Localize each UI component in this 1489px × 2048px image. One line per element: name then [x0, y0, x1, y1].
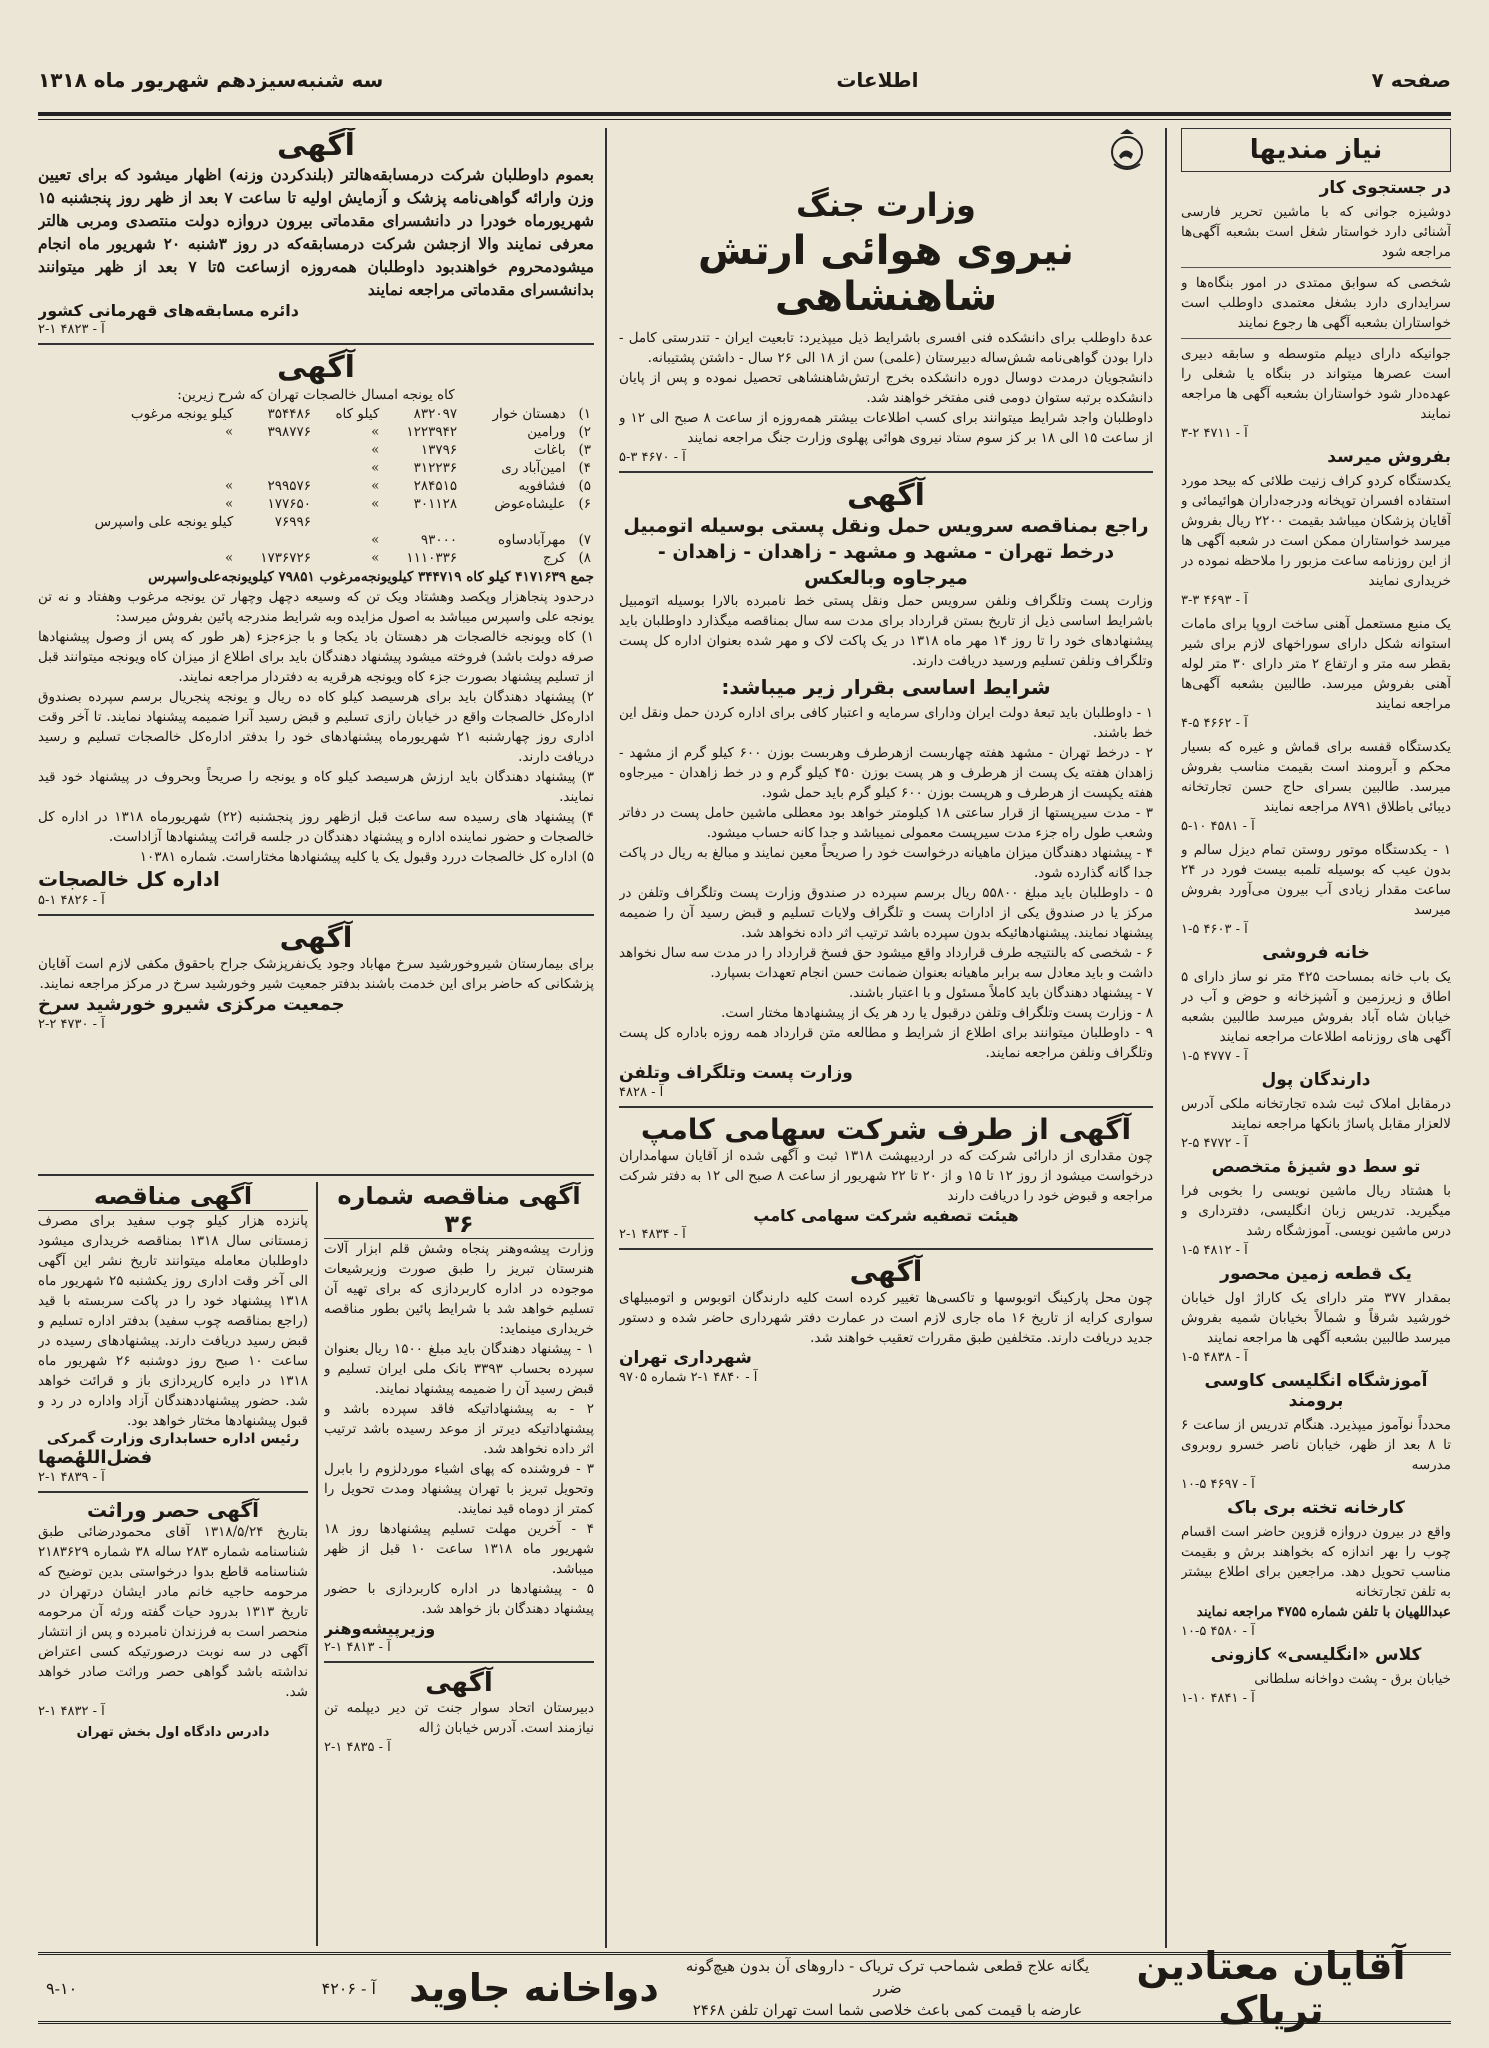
footer-banner	[38, 1944, 1451, 2032]
crop-table-cell	[38, 459, 236, 477]
tender-title: آگهی مناقصه	[38, 1182, 308, 1211]
ad-paragraph: وزارت پست وتلگراف ونلفن سرویس حمل ونقل پستی خط نامبرده بالارا بوسیله اتومبیل باشرایط اساسی ذیل از تاریخ بستن قرارداد برای مدت سه سال بمناقصه میگذارد داوطلبان باید پیشنهادهای خود را تا روز ۱۴ مهر ماه ۱۳۱۸ در یک پاکت لاک و مهر شده بعنوان اداره کل پست وتلگراف ونلفن تسلیم ورسید دریافت دارند.	[619, 593, 1153, 669]
crop-table-cell: ۲۸۴۵۱۵	[413, 478, 458, 494]
crop-table-cell: کیلو یونجه علی واسپرس	[94, 514, 234, 530]
crop-table-cell	[236, 531, 314, 549]
crop-table-cell: ۳)	[578, 442, 591, 458]
inheritance-notice-title: آگهی حصر وراثت	[87, 1498, 259, 1522]
ad-reference: آ - ۴۷۱۱ ۲-۳	[1181, 426, 1248, 441]
crop-table-cell: ۱۳۷۹۶	[420, 442, 458, 458]
classified-text: ۱ - یکدستگاه موتور روستن تمام دیزل سالم و بدون عیب که بوسیله تلمبه بیست فورد در ۲۴ ساعت مقدار زیادی آب بیرون می‌آورد بفروش میرسد	[1181, 842, 1451, 918]
crop-table-row	[38, 441, 594, 459]
left-upper-block	[38, 128, 594, 1168]
ad-reference: آ - ۴۶۷۰ ۳-۵	[619, 450, 686, 465]
ad-reference: آ - ۴۸۱۳ ۱-۲	[324, 1640, 391, 1655]
signature: دادرس دادگاه اول بخش تهران	[76, 1725, 270, 1740]
ad-paragraph: ۲) پیشنهاد دهندگان باید برای هرسیصد کیلو کاه ده ریال و یونجه پنجریال برسم سپرده بصندوق اداره‌کل خالصجات واقع در خیابان رازی تسلیم و قبض رسید آنرا ضمیمه پیشنهاد نمایند. تا آخر وقت اداری روز چهارشنبه ۲۱ شهریورماه پیشنهادهای خود را بدفتر اداره‌کل خالصجات تسلیم و رسید دریافت دارند.	[38, 689, 594, 765]
crop-table-row	[38, 531, 594, 549]
crop-table-cell: ۷۶۹۹۶	[274, 514, 312, 530]
crop-table-cell	[236, 441, 314, 459]
classified-text: یکدستگاه قفسه برای قماش و غیره که بسیار محکم و آبرومند است بقیمت مناسب بفروش میرسد. طالبین بسرای حاج حسن تجارتخانه دیبائی باطلاق ۸۷۹۱ مراجعه نمایند	[1181, 739, 1451, 815]
ad-paragraph: وزارت پیشه‌وهنر پنجاه وشش قلم ابزار آلات هنرستان تبریز را طبق صورت وزیرشیعات موجوده در اداره کاربردازی که برای تهیه آن تسلیم خواهد شد با شرایط پائین بطور مناقصه خریداری مینماید:	[324, 1241, 594, 1337]
classified-text: دوشیزه جوانی که با ماشین تحریر فارسی آشنائی دارد خواستار شغل است بشعبه آگهی‌ها مراجعه شود	[1181, 204, 1451, 260]
crop-table-cell: علیشاه‌عوض	[494, 496, 566, 512]
classifieds-column	[1181, 128, 1451, 1948]
ad-reference: آ - ۴۶۶۲ ۵-۴	[1181, 716, 1248, 731]
separator	[1181, 338, 1451, 339]
pharmacy-name: دواخانه جاوید	[409, 1966, 659, 2010]
ad-paragraph: ۴ - آخرین مهلت تسلیم پیشنهادها روز ۱۸ شهریور ماه ۱۳۱۸ ساعت ۱۰ قبل از ظهر میباشد.	[324, 1521, 594, 1577]
crop-table-cell: ۹۳۰۰۰	[420, 532, 458, 548]
ad-reference: آ - ۴۶۰۳ ۵-۱	[1181, 922, 1248, 937]
crop-table-cell: »	[371, 460, 380, 476]
classified-text: یکدستگاه کردو کراف زنیت طلائی که بیحد مورد استفاده افسران توپخانه ودرجه‌داران هوائیمائی و آقایان پزشکان میباشد بقیمت ۲۲۰۰ ریال بفروش میرسد خواستاران ممکن است در شعبه آگهی ها از این روزنامه ساعت مزبور را ملاحظه نموده در خریداری نمایند	[1181, 473, 1451, 589]
lease-intro: کاه یونجه امسال خالصجات تهران که شرح زیرین:	[177, 387, 455, 403]
ad-reference: آ - ۴۸۱۲ ۵-۱	[1181, 1243, 1248, 1258]
ad-paragraph: ۶ - شخصی که بالنتیجه طرف قرارداد واقع میشود حق فسخ قرارداد را در مدت سه سال نخواهد داشت و باید معادل سه برابر ماهیانه بعنوان ضمانت حسن انجام تعهدات بسپارد.	[619, 945, 1153, 981]
notice-title: آگهی	[279, 921, 353, 954]
crop-table-cell	[314, 513, 382, 531]
crop-table-cell: ۱۷۳۶۷۲۶	[260, 550, 312, 566]
ad-reference: آ - ۴۸۳۹ ۱-۲	[38, 1470, 105, 1485]
classified-text: شخصی که سوابق ممتدی در امور بنگاه‌ها و سرایداری دارد بشغل معتمدی داوطلب است خواستاران بشعبه آگهی ها رجوع نمایند	[1181, 275, 1451, 331]
ad-reference: آ - ۴۷۷۲ ۵-۲	[1181, 1136, 1248, 1151]
crop-table-cell: »	[224, 478, 234, 494]
classified-text: یک منبع مستعمل آهنی ساخت اروپا برای مامات استوانه شکل دارای سوراخهای لازم برای شیر بقطر سه متر و ارتفاع ۲ متر دارای ۳۰ متر لوله آهنی بفروش میرسد. طالبین بشعبه آگهی‌ها مراجعه نمایند	[1181, 616, 1451, 712]
ad-paragraph: ۷ - پیشنهاد دهندگان باید کاملاً مسئول و با اعتبار باشند.	[848, 985, 1153, 1001]
banner-ref-number: ۹-۱۰	[46, 1978, 78, 1998]
ad-paragraph: ۴) پیشنهاد های رسیده سه ساعت قبل ازظهر روز پنجشنبه (۲۲) شهریورماه ۱۳۱۸ در اداره کل خالصجات و حضور نماینده اداره و پیشنهاد دهندگان در جلسه قرائت پیشنهادها آزاداست.	[38, 809, 594, 845]
separator	[1181, 267, 1451, 268]
crop-table-cell	[38, 441, 236, 459]
crop-table-cell	[38, 531, 236, 549]
crop-table-cell: »	[224, 424, 234, 440]
ad-paragraph: ۸ - وزارت پست وتلگراف وتلفن درقبول یا رد هر یک از پیشنهادها مختار است.	[721, 1005, 1153, 1021]
column-divider	[316, 1182, 318, 1946]
crop-table-cell: باغات	[533, 442, 566, 458]
signature: جمعیت مرکزی شیرو خورشید سرخ	[38, 994, 345, 1015]
separator	[619, 471, 1153, 473]
crop-table-cell: »	[371, 442, 380, 458]
crop-table-cell: ۱۲۲۳۹۴۲	[406, 424, 458, 440]
paper-name: اطلاعات	[836, 68, 919, 92]
conditions-subtitle: شرایط اساسی بقرار زیر میباشد:	[721, 675, 1051, 699]
notice-title: آگهی	[277, 128, 355, 163]
ad-paragraph: ۲ - درخط تهران - مشهد هفته چهاربست ازهرطرف وهربست بوزن ۶۰۰ کیلو گرم از مشهد - زاهدان هفته یک پست از هرطرف و هر پست بوزن ۴۵۰ کیلو گرم و در خط زاهدان - میرجاوه هفته یکپست از هرطرف و هرپست بوزن ۶۰۰ کیلو گرم باید حمل شود.	[619, 745, 1153, 801]
ad-paragraph: ۳) پیشنهاد دهندگان باید ارزش هرسیصد کیلو کاه و یونجه را صریحاً وبحروف در پیشنهاد خود قید نمایند.	[38, 769, 594, 805]
ad-paragraph: دانشجویان درمدت دوسال دوره دانشکده بخرج ارتش‌شاهنشاهی تحصیل نموده و پس از پایان دانشکده برتبه ستوان دومی فنی مفتخر خواهند شد.	[619, 370, 1153, 406]
classified-text: واقع در بیرون دروازه قزوین حاضر است اقسام چوب را بهر اندازه که بخواهند برش و بقیمت مناسب تحویل دهد. مراجعین برای اطلاع بیشتر به تلفن تجارتخانه	[1181, 1524, 1451, 1600]
section-sawmill: کارخانه تخته بری باک	[1227, 1498, 1405, 1518]
column-divider	[1165, 128, 1167, 1948]
ad-paragraph: ۹ - داوطلبان میتوانند برای اطلاع از شرایط و مطالعه متن قرارداد همه روزه باداره کل پست وتلگراف ونلفن مراجعه نمایند.	[619, 1025, 1153, 1061]
crop-table-cell: ورامین	[527, 424, 566, 440]
banner-text	[684, 1955, 1091, 2021]
crop-table-cell: ۳۵۴۴۸۶	[267, 406, 312, 422]
masthead-rule	[38, 112, 1451, 116]
signature: فضل‌اللهٔصها	[38, 1447, 153, 1468]
crop-table-cell: فشافویه	[518, 478, 566, 494]
crop-table-cell: ۱)	[578, 406, 591, 422]
ad-paragraph: چون مقداری از دارائی شرکت که در اردیبهشت ۱۳۱۸ ثبت و آگهی شده از آقایان سهامداران درخواست میشود از روز ۱۲ تا ۱۵ و از ۲۰ تا ۲۲ شهریور از ساعت ۸ صبح الی ۱۲ به دفتر شرکت مراجعه و قبوض خود را دریافت دارند	[619, 1148, 1153, 1204]
crop-table-cell: کیلو یونجه مرغوب	[130, 406, 234, 422]
signature: هیئت تصفیه شرکت سهامی کامپ	[753, 1206, 1019, 1225]
ad-paragraph: ۱ - پیشنهاد دهندگان باید مبلغ ۱۵۰۰ ریال بعنوان سپرده بحساب ۳۳۹۳ بانک ملی ایران تسلیم و قبض رسید آن را ضمیمه پیشنهاد نمایند.	[324, 1341, 594, 1397]
newspaper-page	[38, 40, 1451, 2032]
ad-paragraph: دبیرستان اتحاد سوار جنت تن دیر دیپلمه تن نیازمند است. آدرس خیابان ژاله	[324, 1700, 594, 1736]
ad-paragraph: ۴ - پیشنهاد دهندگان میزان ماهیانه درخواست خود را صریحاً معین نمایند و مبالغ به ریال در پاکت جدا گانه گذارده شود.	[619, 845, 1153, 881]
ad-paragraph: داوطلبان واجد شرایط میتوانند برای کسب اطلاعات بیشتر همه‌روزه از ساعت ۸ صبح الی ۱۲ و از ساعت ۱۵ الی ۱۸ بر کز سوم ستاد نیروی هوائی پهلوی وزارت جنگ مراجعه نمایند	[619, 410, 1153, 446]
ad-reference: آ - ۴۸۳۵ ۱-۲	[324, 1740, 391, 1755]
signature: وزیرپیشه‌وهنر	[324, 1619, 436, 1638]
section-specialist: تو سط دو شیزهٔ متخصص	[1211, 1157, 1421, 1177]
crop-table-row	[38, 477, 594, 495]
classified-text: درمقابل املاک ثبت شده تجارتخانه ملکی آدرس لالعزار مقابل پاساژ بانکها مراجعه نمایند	[1181, 1096, 1451, 1132]
ad-paragraph: ۳ - فروشنده که پهای اشیاء موردلزوم را بابرل وتحویل تبریز با تهران پیشنهاد ومدت تحویل را کمتر از دوماه قید نمایند.	[324, 1461, 594, 1517]
notice-title: آگهی	[849, 1255, 923, 1288]
crop-table-cell: »	[371, 478, 380, 494]
ad-reference: آ - ۴۷۳۰ ۲-۲	[38, 1017, 105, 1032]
air-force-headline: نیروی هوائی ارتش شاهنشاهی	[698, 228, 1074, 320]
banner-headline: آقایان معتادین تریاک	[1136, 1944, 1406, 2032]
ad-paragraph: درحدود پنجاهزار وپکصد وهشتاد ویک تن که وسیعه دچهل وچهار تن یونجه مرغوب وهفتاد و نه تن یونجه علی واسپرس میباشد به اصول مزایده وبه شرایط مندرجه پائین بفروش میرسد:	[38, 589, 594, 625]
ad-paragraph: ۱ - داوطلبان باید تبعهٔ دولت ایران ودارای سرمایه و اعتبار کافی برای اداره کردن حمل ونقل این خط باشند.	[619, 705, 1153, 741]
crop-table-cell: ۳۱۲۲۳۶	[413, 460, 458, 476]
signature-title: رئیس اداره حسابداری وزارت گمرکی	[46, 1431, 300, 1447]
signature: اداره کل خالصجات	[38, 867, 220, 891]
crop-table-cell	[460, 513, 568, 531]
section-house-sale: خانه فروشی	[1262, 943, 1370, 963]
classified-text: بمقدار ۳۷۷ متر دارای یک کاراژ اول خیابان خورشید شرقاً و شمالاً بخیابان شمیه بفروش میرسد طالبین بشعبه آگهی ها مراجعه نمایند	[1181, 1290, 1451, 1346]
ad-paragraph: چون محل پارکینگ اتوبوسها و تاکسی‌ها تغییر کرده است کلیه دارندگان اتوبوس و اتومبیلهای سواری کرایه از تاریخ ۱۶ ماه جاری لازم است در عمارت دفتر شهرداری حاضر شده و دستور جدید دریافت دارند. متخلفین طبق مقررات تعقیب خواهند شد.	[619, 1290, 1153, 1346]
crop-table-row	[38, 549, 594, 567]
crop-table-cell: ۲)	[578, 424, 591, 440]
separator	[619, 1248, 1153, 1250]
issue-date: سه شنبه‌سیزدهم شهریور ماه ۱۳۱۸	[38, 68, 384, 92]
crop-table-cell: ۶)	[578, 496, 591, 512]
ad-paragraph: پانزده هزار کیلو چوب سفید برای مصرف زمستانی سال ۱۳۱۸ بمناقصه خریداری میشود داوطلبان معامله میتوانند تاریخ نشر این آگهی الی آخر وقت اداری روز یکشنبه ۲۵ شهریور ماه ۱۳۱۸ پیشنهاد خود را در پاکت سربسته با قید (راجع بمناقصه چوب سفید) بدفتر اداره تسلیم و قبض رسید دریافت دارند. پیشنهادهای رسیده در ساعت ۱۰ صبح روز دوشنبه ۲۶ شهریور ماه ۱۳۱۸ در دایره کارپردازی باز و قرائت خواهد شد. حضور پیشنهاددهندگان آزاد واداره در رد و قبول پیشنهادها مختار خواهد بود.	[38, 1213, 308, 1429]
section-english-school: آموزشگاه انگلیسی کاوسی برومند	[1204, 1371, 1428, 1411]
crop-table-cell	[236, 459, 314, 477]
banner-line-2: عارضه با قیمت کمی باعث خلاصی شما است تهران تلفن ۲۴۶۸	[692, 2001, 1083, 2019]
crop-table-row	[38, 423, 594, 441]
crop-table-cell: »	[371, 424, 380, 440]
classified-text: محدداً نوآموز میپذیرد. هنگام تدریس از ساعت ۶ تا ۸ بعد از ظهر، خیابان ناصر خسرو روبروی مدرسه	[1181, 1417, 1451, 1473]
ad-reference: آ - ۴۵۸۰ ۵-۱۰	[1181, 1624, 1255, 1639]
crop-table-cell: ۳۹۸۷۷۶	[267, 424, 312, 440]
crop-table-cell: »	[371, 496, 380, 512]
crop-table-cell: ۳۰۱۱۲۸	[413, 496, 458, 512]
ad-reference: آ - ۴۸۴۱ ۱۰-۱	[1181, 1691, 1255, 1706]
separator	[38, 343, 594, 345]
notice-title: آگهی	[425, 1668, 493, 1698]
signature: دائره مسابقه‌های قهرمانی کشور	[38, 301, 299, 320]
masthead-rule-thin	[38, 119, 1451, 120]
notice-title: آگهی	[277, 350, 355, 385]
crop-table-cell: »	[371, 550, 380, 566]
center-column	[619, 128, 1153, 1948]
ad-reference: آ - ۴۸۲۸	[619, 1085, 664, 1100]
crop-table-row	[38, 513, 594, 531]
ad-reference: آ - ۴۵۸۱ ۱۰-۵	[1181, 819, 1255, 834]
crop-table-cell: »	[371, 532, 380, 548]
section-divider	[38, 1174, 594, 1176]
ad-reference: آ - ۴۸۳۲ ۱-۲	[38, 1704, 105, 1719]
banner-ref: آ - ۴۲۰۶	[321, 1978, 376, 1998]
crop-table	[38, 405, 594, 567]
crop-table-cell: ۱۱۱۰۳۳۶	[406, 550, 458, 566]
classified-text: عبداللهیان با تلفن شماره ۴۷۵۵ مراجعه نمایند	[1196, 1604, 1451, 1620]
section-english-class: کلاس «انگلیسی» کازونی	[1210, 1645, 1422, 1665]
classified-text: خیابان برق - پشت دواخانه سلطانی	[1254, 1671, 1451, 1687]
crop-table-row	[38, 495, 594, 513]
ad-paragraph: ۳ - مدت سیرپستها از قرار ساعتی ۱۸ کیلومتر خواهد بود معطلی ماشین حامل پست در دفاتر وشعب طول راه جزء مدت سیرپست معمولی نمیباشد و جدا کانه حساب میشود.	[619, 805, 1153, 841]
section-job-seekers: در جستجوی کار	[1319, 178, 1451, 198]
crop-table-cell: »	[224, 550, 234, 566]
crop-table-cell: ۱۷۷۶۵۰	[267, 496, 312, 512]
crop-table-cell: امین‌آباد ری	[501, 460, 566, 476]
notice-title: آگهی	[847, 478, 925, 513]
ad-paragraph: ۱) کاه ویونجه خالصجات هر دهستان باد یکجا و با جزءجزء (هر طور که پس از وصول پیشنهادها صرفه دولت باشد) فروخته میشود پیشنهاد دهندگان باید برای اطلاع از میزان کاه ویونجه میتوانند قبل از تسلیم پیشنهاد بصورت جزء کاه ویونجه هرقریه به دفتردار مراجعه نمایند.	[38, 629, 594, 685]
crop-table-cell: کیلو کاه	[335, 406, 380, 422]
ad-reference: آ - ۴۶۹۷ ۵-۱۰	[1181, 1477, 1255, 1492]
section-money-holders: دارندگان پول	[1261, 1070, 1371, 1090]
ad-paragraph: ۲ - به پیشنهاداتیکه فاقد سپرده باشد و پیشنهاداتیکه دیرتر از موعد رسیده باشد ترتیب اثر داده نخواهد شد.	[324, 1401, 594, 1457]
section-land: یک قطعه زمین محصور	[1220, 1264, 1412, 1284]
ad-reference: آ - ۴۶۹۳ ۳-۳	[1181, 593, 1248, 608]
signature: شهرداری تهران	[619, 1348, 752, 1368]
masthead	[38, 58, 1451, 102]
classifieds-title: نیاز مندیها	[1181, 128, 1451, 172]
ad-paragraph: عدهٔ داوطلب برای دانشکده فنی افسری باشرایط ذیل میپذیرد: تابعیت ایران - تندرستی کامل - دارا بودن گواهی‌نامه شش‌ساله دبیرستان (علمی) سن از ۱۸ الی ۲۶ سال - داشتن پشتیبانه.	[619, 330, 1153, 366]
signature: وزارت پست وتلگراف وتلفن	[619, 1063, 853, 1083]
ad-paragraph: برای بیمارستان شیروخورشید سرخ مهاباد وجود یک‌نفرپزشک جراح باحقوق مکفی لازم است آقایان پزشکانی که حاضر برای این خدمت باشند بدفتر جمعیت شیر وخورشید سرخ در مرکز مراجعه نمایند.	[38, 956, 594, 992]
lion-and-sun-emblem	[1101, 128, 1153, 180]
banner-line-1: یگانه علاج قطعی شماحب ترک تریاک - داروهای آن بدون هیچ‌گونه ضرر	[685, 1957, 1090, 1997]
tender-title: آگهی مناقصه شماره ۳۶	[324, 1182, 594, 1239]
separator	[38, 914, 594, 916]
column-divider	[605, 128, 607, 1948]
separator	[324, 1661, 594, 1663]
crop-table-cell: ۸)	[578, 550, 591, 566]
crop-table-cell: ۵)	[578, 478, 591, 494]
ad-reference: آ - ۴۸۳۸ ۵-۱	[1181, 1350, 1248, 1365]
ad-paragraph: بتاریخ ۱۳۱۸/۵/۲۴ آقای محمودرضائی طبق شناسنامه شماره ۲۸۳ ساله ۳۸ شماره ۲۱۸۳۶۲۹ شناسنامه قاطع بدوا درخواستی بدین توضیح که مرحومه حاجیه خانم مادر ایشان درتهران در تاریخ ۱۳۱۳ بدرود حیات گفته ورثه آن مرحومه منحصر است به فرزندان نامبرده و پس از انتشار آگهی در سه نوبت درصورتیکه کسی اعتراض نداشته باشد گواهی حصر وراثت صادر خواهد شد.	[38, 1524, 308, 1700]
ad-reference: آ - ۴۸۲۶ ۱-۵	[38, 893, 105, 908]
crop-table-cell: ۸۳۲۰۹۷	[413, 406, 458, 422]
classified-text: با هشتاد ریال ماشین نویسی را بخوبی فرا میگیرید. تدریس زبان انگلیسی، دفترداری و درس ماشین نویسی. آموزشگاه رشد	[1181, 1183, 1451, 1239]
separator	[619, 1106, 1153, 1108]
page-number: صفحه ۷	[1371, 68, 1451, 92]
ad-reference: آ - ۴۸۴۰ ۱-۲ شماره ۹۷۰۵	[619, 1370, 758, 1385]
crop-table-cell: »	[224, 496, 234, 512]
ad-reference: آ - ۴۸۲۳ ۱-۲	[38, 322, 105, 337]
crop-table-cell: ۲۹۹۵۷۶	[267, 478, 312, 494]
section-for-sale: بفروش میرسد	[1327, 447, 1451, 467]
crop-table-cell: مهرآبادساوه	[498, 532, 566, 548]
crop-table-row	[38, 405, 594, 423]
ministry-title: وزارت جنگ	[796, 186, 976, 224]
crop-table-row	[38, 459, 594, 477]
separator	[38, 1491, 308, 1493]
ad-reference: آ - ۴۸۳۴ ۱-۲	[619, 1227, 686, 1242]
crop-table-cell: دهستان خوار	[492, 406, 566, 422]
banner-refs	[38, 1979, 384, 1998]
ad-paragraph: ۵ - پیشنهادها در اداره کاربردازی با حضور پیشنهاد دهندگان باز خواهد شد.	[324, 1581, 594, 1617]
ad-reference: آ - ۴۷۷۷ ۵-۱	[1181, 1049, 1248, 1064]
crop-table-cell: کرج	[543, 550, 566, 566]
crop-table-cell	[382, 513, 460, 531]
crop-table-cell	[569, 513, 594, 531]
classified-text: جوانیکه دارای دیپلم متوسطه و سابقه دبیری است عصرها میتواند در بنگاه یا شغلی را عهده‌دار شود خواستاران بشعبه آگهی ها مراجعه نمایند	[1181, 346, 1451, 422]
crop-table-cell: ۷)	[578, 532, 591, 548]
weightlifting-notice: بعموم داوطلبان شرکت درمسابقه‌هالتر (بلندکردن وزنه) اظهار میشود که برای تعیین وزن وارائه گواهی‌نامه پزشک و آزمایش اولیه تا ساعت ۷ بعد از ظهر روز پنجشنبه ۱۵ شهریورماه خودرا در دانشسرای مقدماتی بیرون دروازه دولت منتصدی ومربی هالتر معرفی نمایند والا ازجشن شرکت درمسابقه‌که در روز ۳شنبه ۲۰ شهریور ماه انجام میشودمحروم خواهندبود داوطلبان همه‌روزه ازساعت ۵تا ۷ بعد از ظهر میتوانند بدانشسرای مقدماتی مراجعه نمایند	[38, 165, 594, 299]
postal-tender-headline: راجع بمناقصه سرویس حمل ونقل پستی بوسیله اتومبیل درخط تهران - مشهد و مشهد - زاهدان - زاهدان - میرجاوه وبالعکس	[623, 515, 1149, 589]
tender-wood-column	[38, 1182, 308, 1946]
ad-paragraph: ۵) اداره کل خالصجات دررد وقبول یک یا کلیه پیشنهادها مختاراست. شماره ۱۰۳۸۱	[139, 849, 594, 865]
kamp-notice-title: آگهی از طرف شرکت سهامی کامپ	[640, 1113, 1132, 1146]
crop-table-cell: ۴)	[578, 460, 591, 476]
tender-36-column	[324, 1182, 594, 1946]
classified-text: یک باب خانه بمساحت ۴۲۵ متر نو ساز دارای ۵ اطاق و زیرزمین و آشپزخانه و حوض و آب در خیابان شاه آباد بفروش میرسد طالبین بشعبه آگهی های روزنامه اطلاعات مراجعه نمایند	[1181, 969, 1451, 1045]
ad-paragraph: ۵ - داوطلبان باید مبلغ ۵۵۸۰۰ ریال برسم سپرده در صندوق وزارت پست وتلگراف وتلفن در مرکز یا در صندوق یکی از ادارات پست و تلگراف ولایات تسلیم و قبض رسید آن را ضمیمه پیشنهاد نمایند. پیشنهادهائیکه بدون سپرده باشد ترتیب اثر داده نخواهد شد.	[619, 885, 1153, 941]
crop-total: جمع ۴۱۷۱۶۳۹ کیلو کاه ۳۴۴۷۱۹ کیلویونجه‌مرغوب ۷۹۸۵۱ کیلویونجه‌علی‌واسپرس	[148, 569, 594, 585]
